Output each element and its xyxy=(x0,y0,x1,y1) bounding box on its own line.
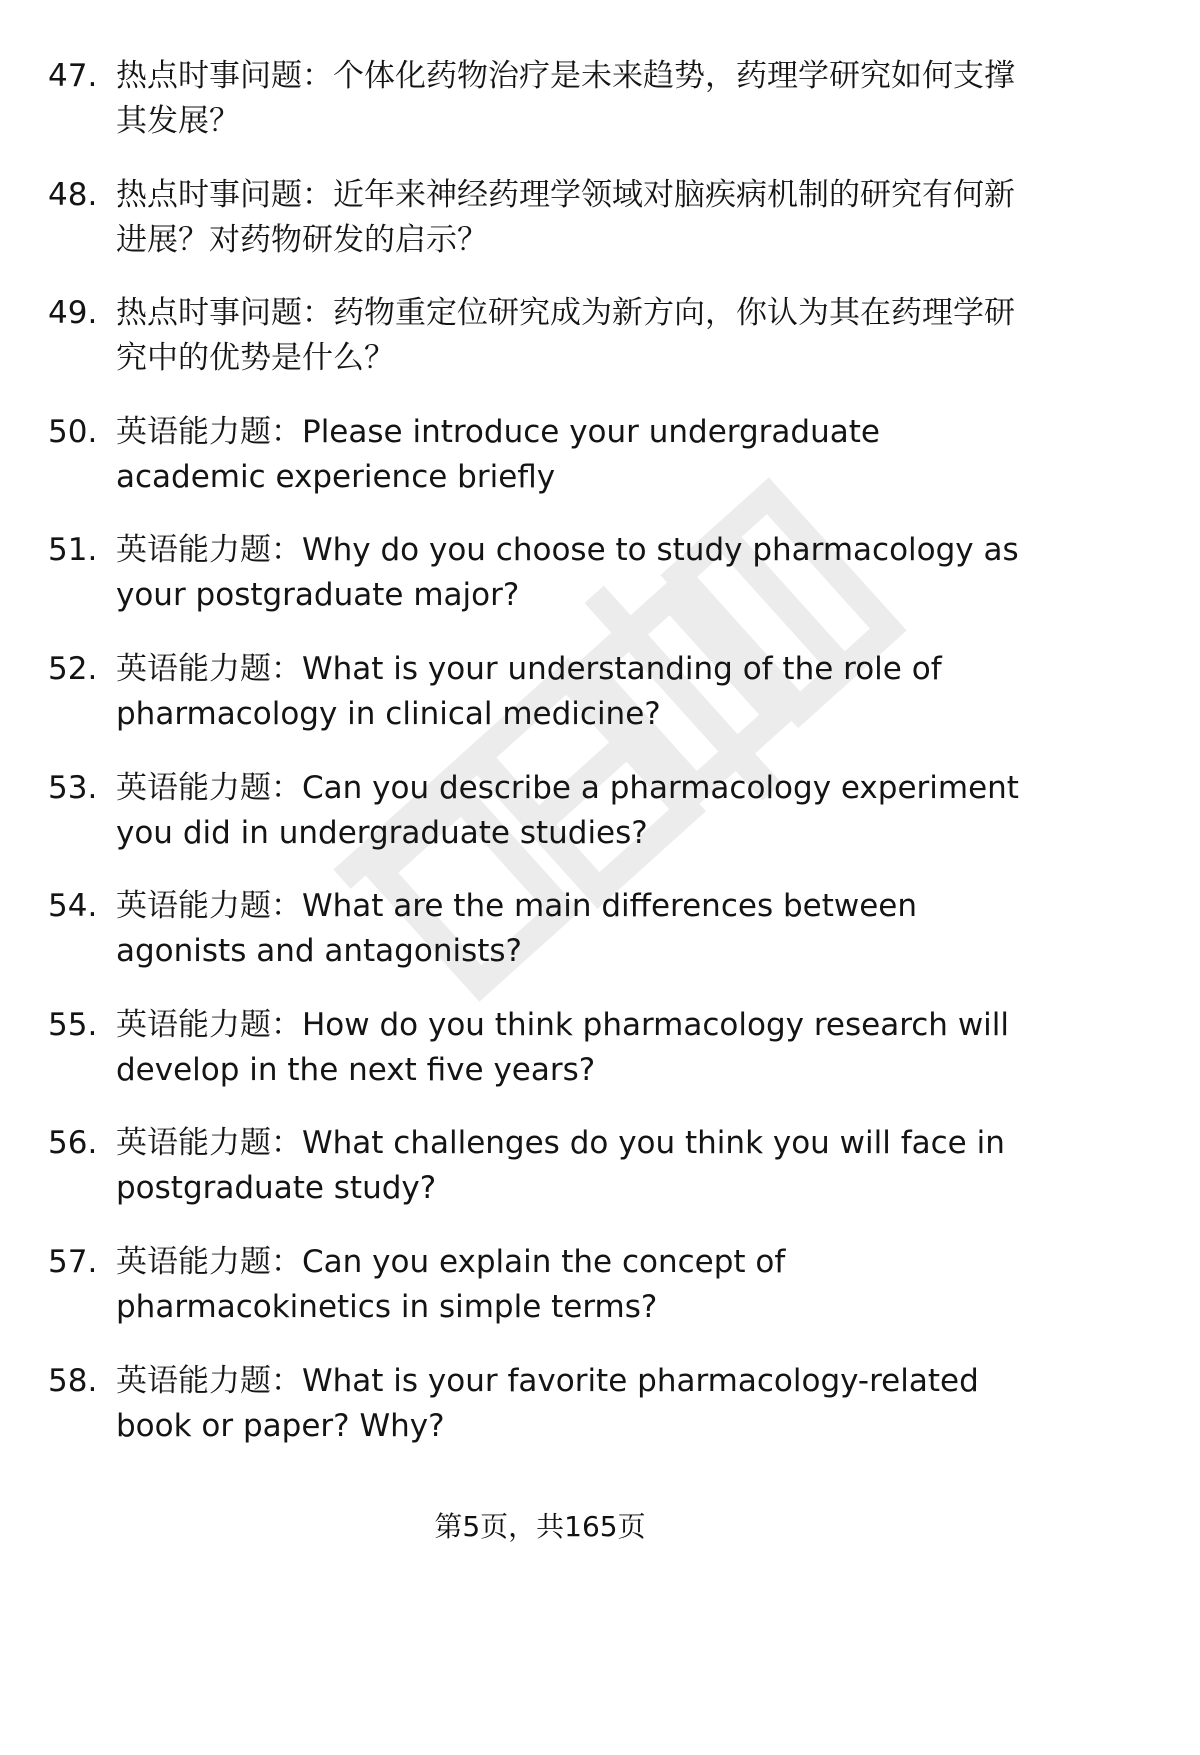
question-text: 英语能力题：What challenges do you think you will face in postgraduate study? xyxy=(116,1125,1005,1207)
question-text: 英语能力题：How do you think pharmacology research will develop in the next five years? xyxy=(116,1006,1010,1088)
list-item xyxy=(48,884,1038,974)
list-item xyxy=(48,528,1038,618)
page-number-label: 第5页，共165页 xyxy=(434,1510,646,1543)
question-list xyxy=(48,54,1038,1477)
question-number: 54. xyxy=(48,888,98,925)
question-text: 英语能力题：What are the main differences between agonists and antagonists? xyxy=(116,888,918,970)
list-item xyxy=(48,1359,1038,1449)
question-text: 热点时事问题：个体化药物治疗是未来趋势，药理学研究如何支撑其发展？ xyxy=(116,58,1015,139)
question-text: 英语能力题：Can you explain the concept of pharmacokinetics in simple terms? xyxy=(116,1243,786,1325)
question-text: 英语能力题：Why do you choose to study pharmacology as your postgraduate major? xyxy=(116,532,1019,614)
question-number: 57. xyxy=(48,1243,98,1280)
question-number: 56. xyxy=(48,1125,98,1162)
question-number: 53. xyxy=(48,769,98,806)
question-number: 52. xyxy=(48,650,98,687)
list-item xyxy=(48,647,1038,737)
page-footer xyxy=(0,1507,1080,1547)
question-number: 55. xyxy=(48,1006,98,1043)
list-item xyxy=(48,1121,1038,1211)
list-item xyxy=(48,291,1038,381)
list-item xyxy=(48,54,1038,144)
list-item xyxy=(48,1240,1038,1330)
question-number: 49. xyxy=(48,295,98,332)
question-number: 51. xyxy=(48,532,98,569)
question-number: 48. xyxy=(48,176,98,213)
question-number: 58. xyxy=(48,1362,98,1399)
list-item xyxy=(48,766,1038,856)
question-text: 英语能力题：What is your understanding of the role of pharmacology in clinical medicine? xyxy=(116,650,942,732)
list-item xyxy=(48,173,1038,263)
question-text: 英语能力题：What is your favorite pharmacology-related book or paper? Why? xyxy=(116,1362,979,1444)
question-text: 英语能力题：Please introduce your undergraduate academic experience briefly xyxy=(116,413,880,495)
question-text: 英语能力题：Can you describe a pharmacology experiment you did in undergraduate studies? xyxy=(116,769,1019,851)
question-number: 50. xyxy=(48,413,98,450)
list-item xyxy=(48,1003,1038,1093)
question-number: 47. xyxy=(48,58,98,94)
list-item xyxy=(48,410,1038,500)
question-text: 热点时事问题：药物重定位研究成为新方向，你认为其在药理学研究中的优势是什么？ xyxy=(116,295,1015,377)
question-text: 热点时事问题：近年来神经药理学领域对脑疾病机制的研究有何新进展？对药物研发的启示？ xyxy=(116,176,1015,258)
